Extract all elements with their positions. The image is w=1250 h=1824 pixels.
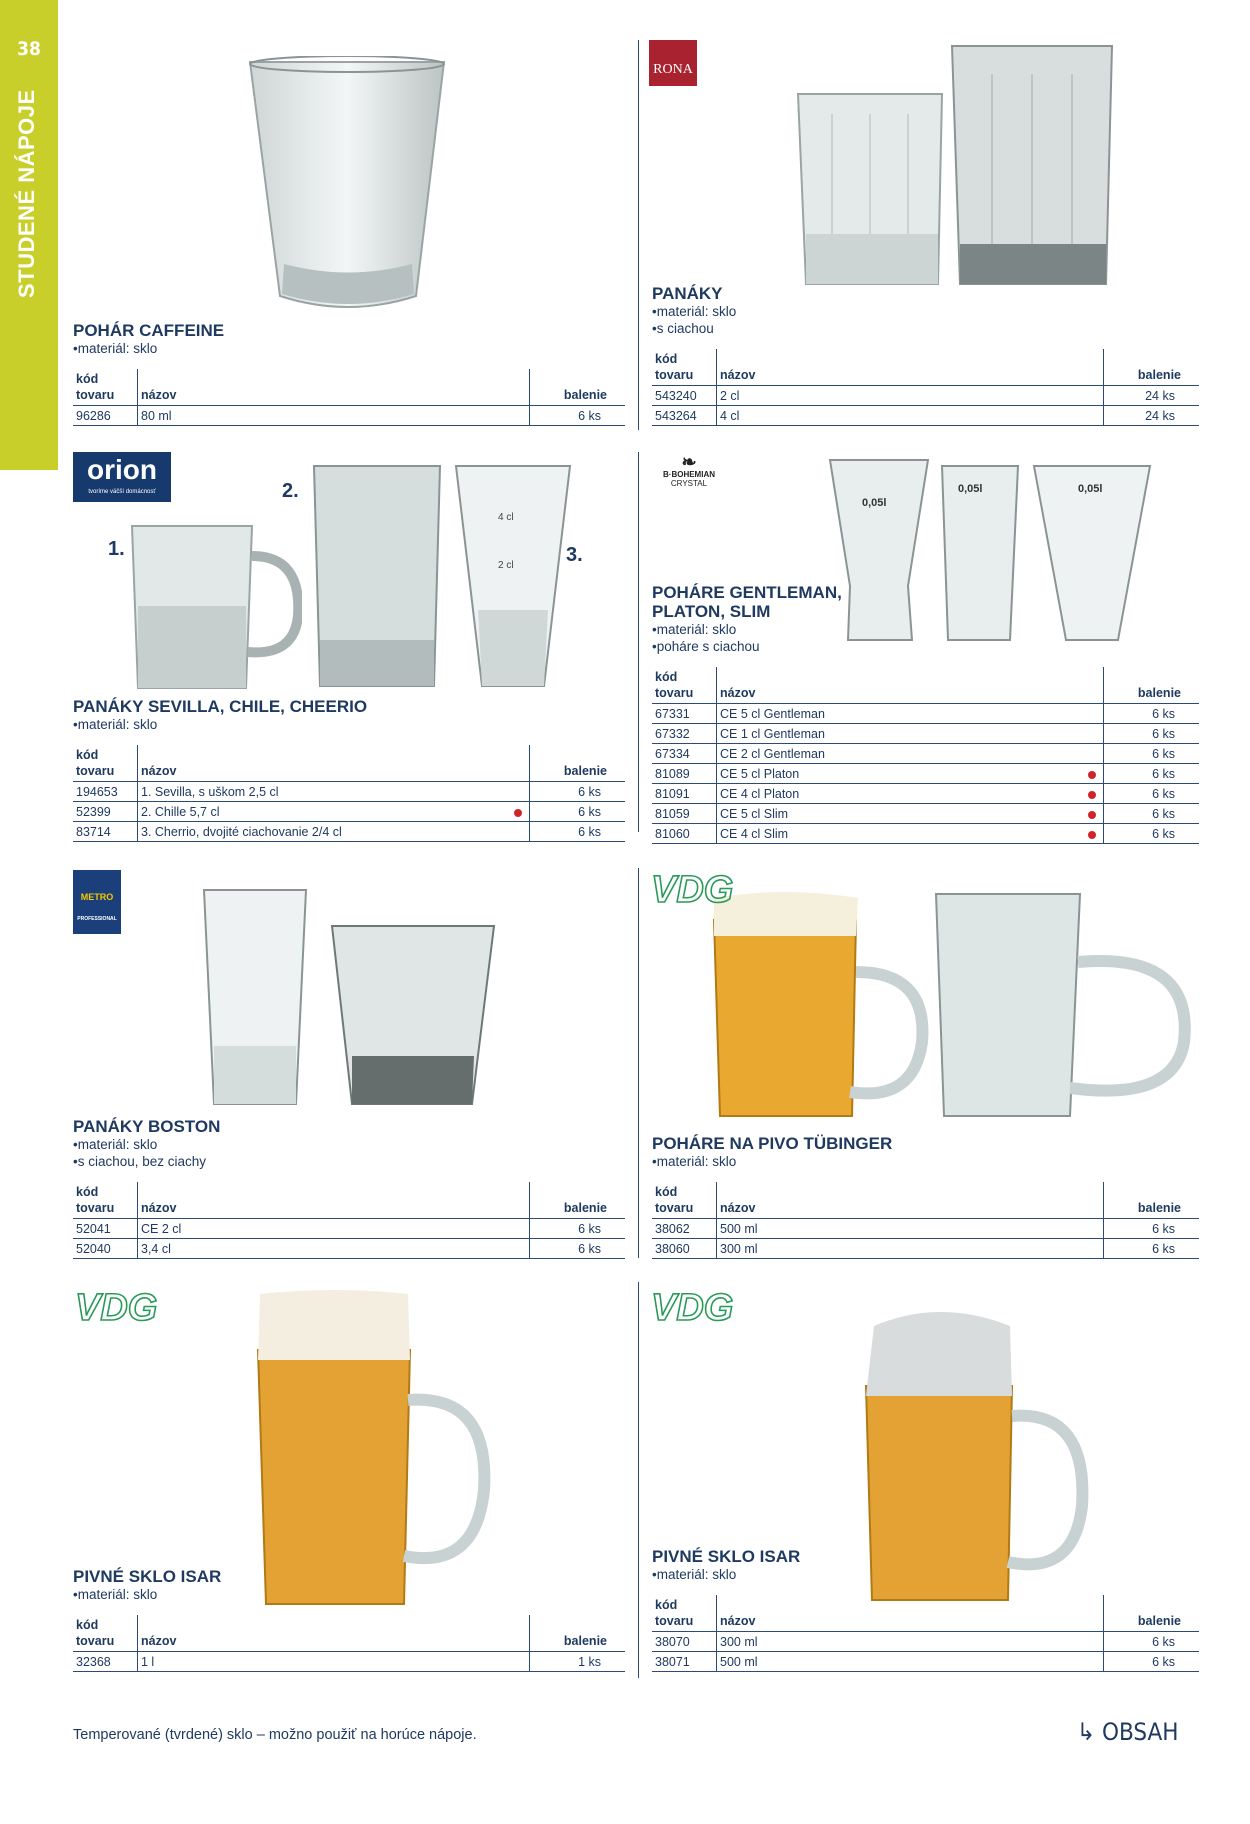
cell-name: 300 ml	[717, 1632, 1104, 1652]
table-row	[652, 386, 1199, 406]
cell-pack: 6 ks	[530, 782, 626, 802]
header-code: kód tovaru	[652, 1182, 717, 1219]
cell-pack: 6 ks	[1104, 1632, 1200, 1652]
cell-code: 81059	[652, 804, 717, 824]
cell-name: 2 cl	[717, 386, 1104, 406]
cheerio-mark-2cl: 2 cl	[498, 560, 514, 571]
product-title: PANÁKY	[652, 284, 723, 303]
cell-name: 3. Cherrio, dvojité ciachovanie 2/4 cl	[138, 822, 530, 842]
cell-pack: 6 ks	[530, 802, 626, 822]
product-bullet: • materiál: sklo	[652, 1153, 1199, 1170]
header-pack: balenie	[530, 1615, 626, 1652]
product-bullet: • materiál: sklo	[652, 1566, 1199, 1583]
cell-name: CE 2 cl Gentleman	[717, 744, 1104, 764]
column-divider	[638, 40, 639, 430]
header-code: kód tovaru	[73, 745, 138, 782]
table-row	[73, 406, 625, 426]
rona-shot-glasses-image	[792, 44, 1122, 288]
cell-pack: 6 ks	[1104, 1652, 1200, 1672]
cell-code: 81060	[652, 824, 717, 844]
header-code: kód tovaru	[73, 369, 138, 406]
cell-name: CE 4 cl Slim	[717, 824, 1104, 844]
platon-mark: 0,05l	[958, 483, 983, 495]
header-pack: balenie	[1104, 1182, 1200, 1219]
column-divider	[638, 868, 639, 1258]
product-block	[652, 583, 1199, 844]
cell-name: CE 5 cl Slim	[717, 804, 1104, 824]
product-title: POHÁRE GENTLEMAN, PLATON, SLIM	[652, 583, 842, 621]
product-block	[73, 321, 625, 426]
isar-1l-beer-mug-image	[254, 1290, 494, 1610]
table-row	[652, 784, 1199, 804]
product-block	[652, 1134, 1199, 1259]
cell-code: 543264	[652, 406, 717, 426]
cell-code: 38071	[652, 1652, 717, 1672]
vdg-logo	[649, 1286, 752, 1326]
product-table	[652, 1182, 1199, 1259]
product-bullet: • s ciachou	[652, 320, 1199, 337]
table-row	[652, 1239, 1199, 1259]
cell-name: CE 1 cl Gentleman	[717, 724, 1104, 744]
cell-name: 1. Sevilla, s uškom 2,5 cl	[138, 782, 530, 802]
table-row	[73, 1219, 625, 1239]
cell-name: CE 5 cl Gentleman	[717, 704, 1104, 724]
cell-code: 67331	[652, 704, 717, 724]
header-name: názov	[717, 1595, 1104, 1632]
table-row	[652, 1219, 1199, 1239]
product-block	[652, 1547, 1199, 1672]
cell-name: 3,4 cl	[138, 1239, 530, 1259]
product-title: POHÁR CAFFEINE	[73, 321, 225, 340]
table-row	[652, 406, 1199, 426]
cell-pack: 6 ks	[1104, 764, 1200, 784]
label-3: 3.	[566, 544, 583, 566]
table-row	[652, 1652, 1199, 1672]
boston-shot-glasses-image	[202, 886, 502, 1110]
table-row	[652, 804, 1199, 824]
cell-code: 32368	[73, 1652, 138, 1672]
cell-pack: 6 ks	[1104, 704, 1200, 724]
product-table	[652, 349, 1199, 426]
product-bullet: • poháre s ciachou	[652, 638, 1199, 655]
tempered-glass-dot-icon	[1088, 811, 1096, 819]
cell-pack: 6 ks	[530, 822, 626, 842]
contents-link[interactable]: ↳ OBSAH	[1077, 1718, 1179, 1746]
product-table	[73, 1615, 625, 1672]
table-row	[652, 744, 1199, 764]
product-block	[73, 1567, 625, 1672]
header-code: kód tovaru	[652, 349, 717, 386]
cell-name: 500 ml	[717, 1652, 1104, 1672]
table-row	[73, 782, 625, 802]
cell-code: 38062	[652, 1219, 717, 1239]
cell-pack: 6 ks	[1104, 784, 1200, 804]
header-name: názov	[138, 745, 530, 782]
page-number: 38	[17, 38, 41, 60]
header-code: kód tovaru	[73, 1615, 138, 1652]
cell-name: CE 2 cl	[138, 1219, 530, 1239]
product-title: PANÁKY BOSTON	[73, 1117, 221, 1136]
vdg-logo	[649, 868, 752, 908]
header-pack: balenie	[530, 745, 626, 782]
table-row	[73, 1652, 625, 1672]
header-name: názov	[717, 1182, 1104, 1219]
table-row	[73, 1239, 625, 1259]
header-pack: balenie	[530, 369, 626, 406]
cell-code: 52399	[73, 802, 138, 822]
header-pack: balenie	[1104, 1595, 1200, 1632]
header-name: názov	[717, 349, 1104, 386]
cell-code: 38070	[652, 1632, 717, 1652]
header-pack: balenie	[1104, 667, 1200, 704]
cell-code: 38060	[652, 1239, 717, 1259]
cell-pack: 6 ks	[1104, 1239, 1200, 1259]
table-row	[652, 764, 1199, 784]
cell-code: 81091	[652, 784, 717, 804]
cell-code: 52040	[73, 1239, 138, 1259]
header-name: názov	[138, 369, 530, 406]
product-bullet: • materiál: sklo	[652, 303, 1199, 320]
cell-pack: 6 ks	[1104, 724, 1200, 744]
cell-pack: 1 ks	[530, 1652, 626, 1672]
header-code: kód tovaru	[73, 1182, 138, 1219]
header-name: názov	[717, 667, 1104, 704]
cheerio-glass-image	[454, 460, 572, 692]
caffeine-glass-image	[248, 56, 448, 316]
tubinger-beer-mugs-image	[708, 892, 1198, 1128]
header-pack: balenie	[1104, 349, 1200, 386]
product-table	[652, 667, 1199, 844]
product-bullet: • materiál: sklo	[73, 340, 625, 357]
tempered-glass-dot-icon	[1088, 771, 1096, 779]
product-bullet: • materiál: sklo	[652, 621, 1199, 638]
tempered-glass-dot-icon	[514, 809, 522, 817]
cell-code: 67334	[652, 744, 717, 764]
product-table	[73, 745, 625, 842]
cell-code: 67332	[652, 724, 717, 744]
label-1: 1.	[108, 538, 125, 560]
slim-mark: 0,05l	[1078, 483, 1103, 495]
product-table	[73, 1182, 625, 1259]
cell-name: 300 ml	[717, 1239, 1104, 1259]
cell-name: CE 4 cl Platon	[717, 784, 1104, 804]
cell-pack: 6 ks	[1104, 804, 1200, 824]
section-title: STUDENÉ NÁPOJE	[14, 89, 39, 298]
orion-logo: orion tvoríme väčší domácnosť	[73, 452, 171, 502]
header-pack: balenie	[530, 1182, 626, 1219]
table-row	[652, 704, 1199, 724]
product-bullet: • materiál: sklo	[73, 1136, 625, 1153]
table-row	[652, 1632, 1199, 1652]
footnote: Temperované (tvrdené) sklo – možno použiť na horúce nápoje.	[73, 1727, 477, 1743]
product-title: POHÁRE NA PIVO TÜBINGER	[652, 1134, 893, 1153]
table-row	[73, 802, 625, 822]
metro-logo: METRO PROFESSIONAL	[73, 870, 121, 934]
product-bullet: • s ciachou, bez ciachy	[73, 1153, 625, 1170]
table-row	[652, 824, 1199, 844]
table-row	[652, 724, 1199, 744]
product-block	[652, 284, 1199, 426]
rona-logo: RONA	[649, 40, 697, 86]
header-name: názov	[138, 1182, 530, 1219]
table-row	[73, 822, 625, 842]
cell-code: 194653	[73, 782, 138, 802]
product-table	[73, 369, 625, 426]
product-bullet: • materiál: sklo	[73, 1586, 625, 1603]
cell-pack: 6 ks	[530, 1239, 626, 1259]
header-name: názov	[138, 1615, 530, 1652]
column-divider	[638, 1282, 639, 1678]
cell-pack: 6 ks	[1104, 824, 1200, 844]
chile-glass-image	[310, 460, 444, 692]
cell-pack: 6 ks	[530, 406, 626, 426]
cheerio-mark-4cl: 4 cl	[498, 512, 514, 523]
product-block	[73, 1117, 625, 1259]
bohemian-crystal-logo: ❧ B·BOHEMIAN CRYSTAL	[663, 452, 715, 488]
tempered-glass-dot-icon	[1088, 831, 1096, 839]
cell-name: 4 cl	[717, 406, 1104, 426]
product-table	[652, 1595, 1199, 1672]
cell-code: 81089	[652, 764, 717, 784]
cell-pack: 6 ks	[530, 1219, 626, 1239]
arrow-icon: ↳	[1077, 1718, 1102, 1746]
product-block	[73, 697, 625, 842]
cell-code: 543240	[652, 386, 717, 406]
label-2: 2.	[282, 480, 299, 502]
cell-code: 96286	[73, 406, 138, 426]
cell-name: 1 l	[138, 1652, 530, 1672]
cell-name: 80 ml	[138, 406, 530, 426]
product-title: PIVNÉ SKLO ISAR	[652, 1547, 801, 1566]
svg-text:VDG: VDG	[651, 1287, 734, 1326]
product-bullet: • materiál: sklo	[73, 716, 625, 733]
cell-pack: 6 ks	[1104, 1219, 1200, 1239]
svg-text:VDG: VDG	[651, 869, 734, 908]
product-title: PANÁKY SEVILLA, CHILE, CHEERIO	[73, 697, 368, 716]
tempered-glass-dot-icon	[1088, 791, 1096, 799]
cell-name: 500 ml	[717, 1219, 1104, 1239]
vdg-logo	[73, 1286, 176, 1326]
cell-pack: 24 ks	[1104, 386, 1200, 406]
header-code: kód tovaru	[652, 1595, 717, 1632]
product-title: PIVNÉ SKLO ISAR	[73, 1567, 222, 1586]
cell-name: CE 5 cl Platon	[717, 764, 1104, 784]
cell-pack: 24 ks	[1104, 406, 1200, 426]
cell-pack: 6 ks	[1104, 744, 1200, 764]
cell-code: 52041	[73, 1219, 138, 1239]
gentleman-mark: 0,05l	[862, 497, 887, 509]
cell-name: 2. Chille 5,7 cl	[138, 802, 530, 822]
svg-text:VDG: VDG	[75, 1287, 158, 1326]
column-divider	[638, 452, 639, 832]
header-code: kód tovaru	[652, 667, 717, 704]
cell-code: 83714	[73, 822, 138, 842]
